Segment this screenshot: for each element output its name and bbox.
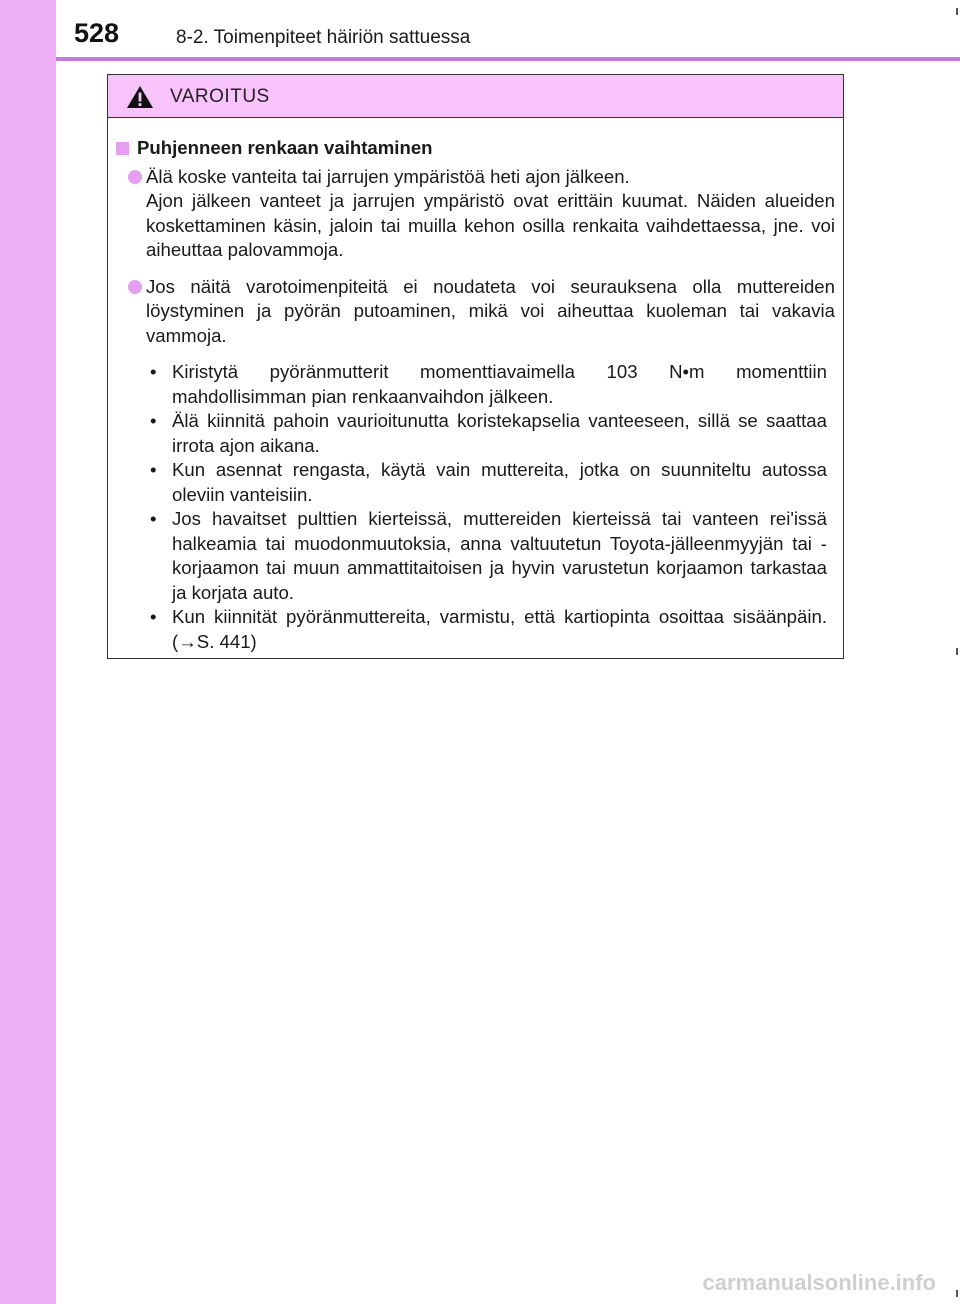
- section-heading: [116, 136, 835, 161]
- sub-marker: •: [150, 410, 157, 431]
- header-divider: [56, 57, 960, 61]
- list-item: [148, 458, 827, 507]
- circle-bullet-icon: [128, 280, 142, 294]
- sub-marker: •: [150, 361, 157, 382]
- warning-triangle-icon: [126, 85, 154, 109]
- bullet-item-2: [116, 275, 835, 349]
- bullet-1-line-2: Ajon jälkeen vanteet ja jarrujen ympäristö ovat erittäin kuumat. Näiden alueiden koskettaminen käsin, jaloin tai muilla kehon osilla renkaita vaihdettaessa, jne. voi aiheuttaa palovammoja.: [146, 190, 835, 260]
- crop-mark-middle: [956, 648, 958, 655]
- sub-item-text: Jos havaitset pulttien kierteissä, muttereiden kierteissä tai vanteen rei'issä halkeamia tai muodonmuutoksia, anna valtuutetun Toyota-jälleenmyyjän tai -korjaamon tai muun ammattitaitoisen ja hyvin varustetun korjaamon tarkastaa ja korjata auto.: [172, 508, 827, 603]
- section-title: Puhjenneen renkaan vaihtaminen: [137, 137, 433, 158]
- warning-label: VAROITUS: [170, 86, 270, 107]
- circle-bullet-icon: [128, 170, 142, 184]
- warning-box: [107, 74, 844, 659]
- side-tab-strip: [0, 0, 56, 1304]
- sub-item-list: [148, 360, 827, 654]
- crop-mark-bottom: [956, 1290, 958, 1297]
- bullet-1-line-1: Älä koske vanteita tai jarrujen ympäristöä heti ajon jälkeen.: [146, 165, 630, 187]
- warning-content: [108, 118, 843, 654]
- square-bullet-icon: [116, 142, 129, 155]
- sub-item-text: Älä kiinnitä pahoin vaurioitunutta koristekapselia vanteeseen, sillä se saattaa irrota ajon aikana.: [172, 410, 827, 456]
- list-item: [148, 507, 827, 605]
- list-item: [148, 360, 827, 409]
- sub-marker: •: [150, 508, 157, 529]
- sub-item-text: Kun kiinnität pyöränmuttereita, varmistu, että kartiopinta osoittaa sisäänpäin. (→S. 441): [172, 606, 827, 652]
- sub-item-text: Kun asennat rengasta, käytä vain muttereita, jotka on suunniteltu autossa oleviin vanteisiin.: [172, 459, 827, 505]
- chapter-title: 8-2. Toimenpiteet häiriön sattuessa: [176, 27, 471, 48]
- sub-marker: •: [150, 606, 157, 627]
- list-item: [148, 605, 827, 654]
- crop-mark-top: [956, 8, 958, 15]
- sub-marker: •: [150, 459, 157, 480]
- bullet-2-line-1: Jos näitä varotoimenpiteitä ei noudateta voi seurauksena olla muttereiden löystyminen ja pyörän putoaminen, mikä voi aiheuttaa kuoleman tai vakavia vammoja.: [146, 275, 835, 346]
- page-number: 528: [74, 18, 120, 48]
- warning-header: [108, 75, 843, 118]
- watermark-text: carmanualsonline.info: [702, 1270, 936, 1295]
- bullet-item-1: [116, 165, 835, 263]
- list-item: [148, 409, 827, 458]
- sub-item-text: Kiristytä pyöränmutterit momenttiavaimella 103 N•m momenttiin mahdollisimman pian renkaanvaihdon jälkeen.: [172, 361, 827, 407]
